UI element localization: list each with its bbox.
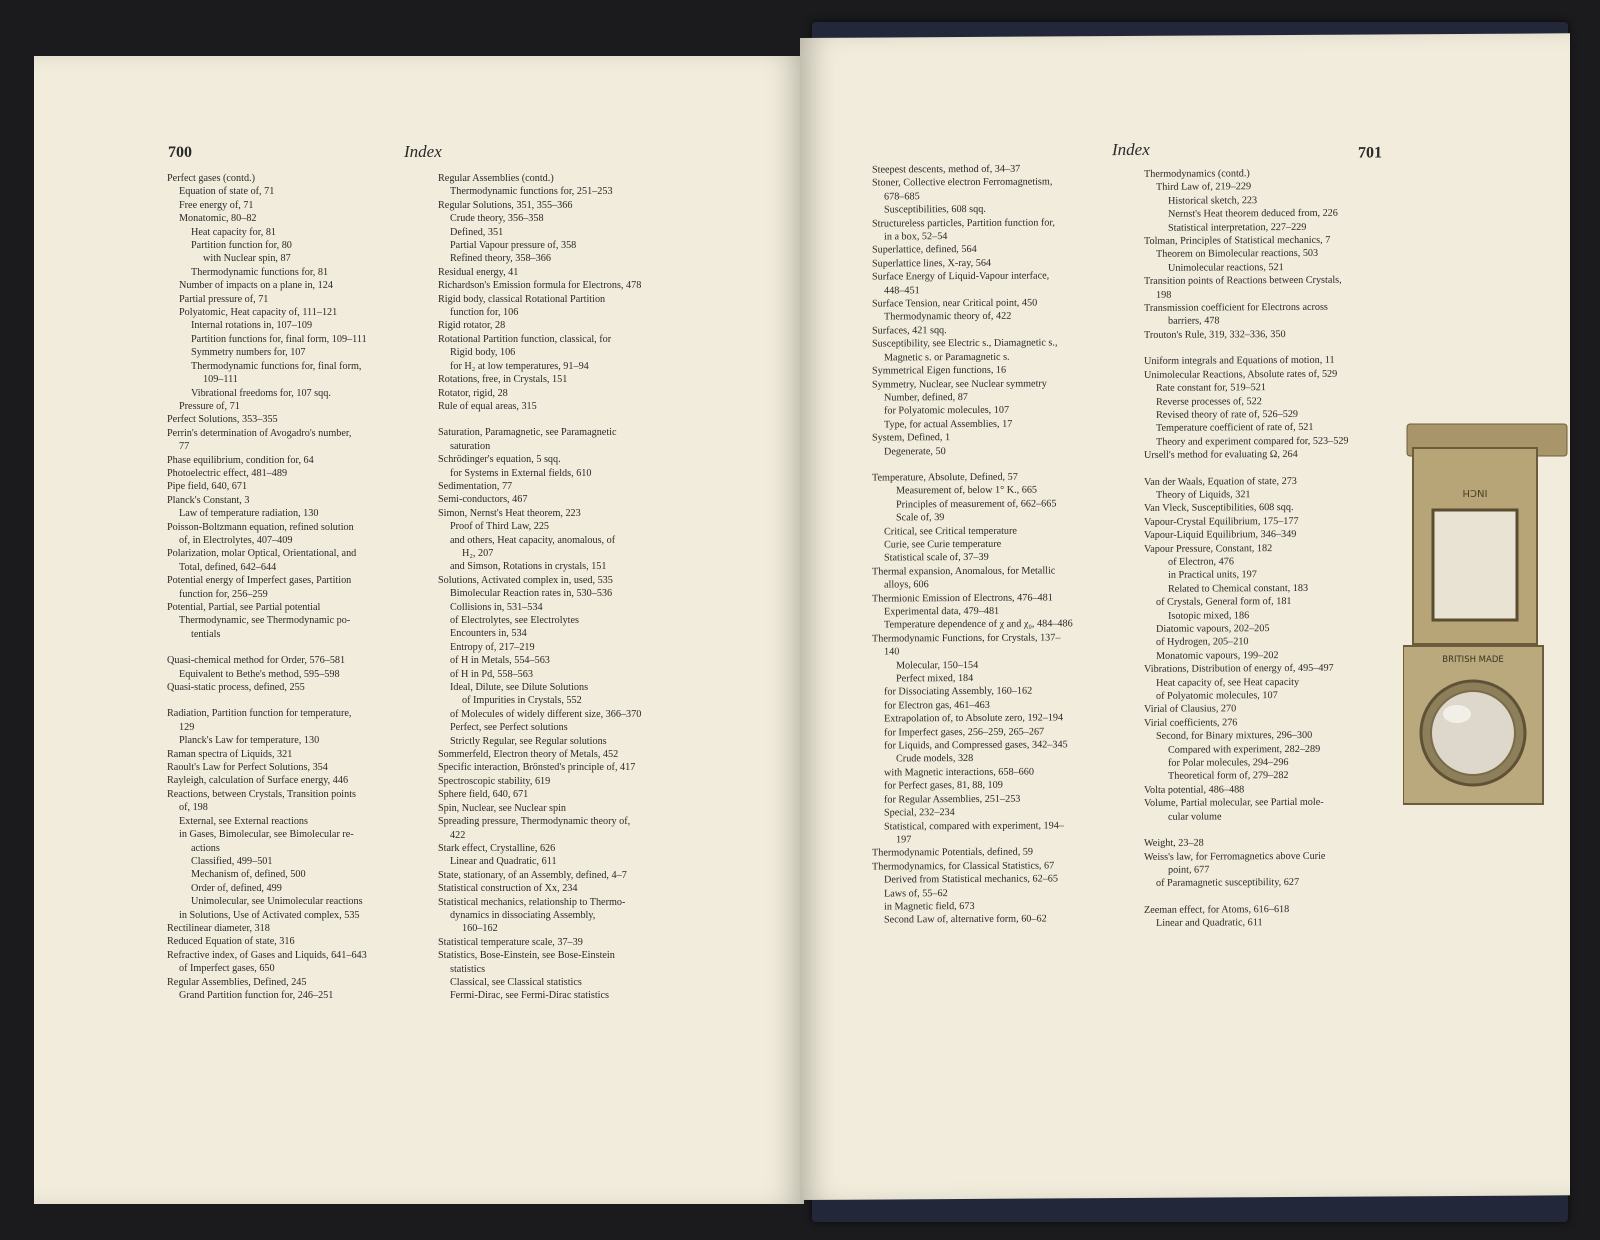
index-entry: Richardson's Emission formula for Electrons, 478 [438,280,642,292]
index-entry: Planck's Law for temperature, 130 [179,735,320,747]
index-entry: Equivalent to Bethe's method, 595–598 [179,668,340,680]
index-entry: Principles of measurement of, 662–665 [896,498,1057,511]
index-entry: Vapour Pressure, Constant, 182 [1144,542,1273,555]
index-entry: Statistical scale of, 37–39 [884,552,989,564]
index-entry: Sphere field, 640, 671 [438,789,529,801]
index-entry: Thermodynamic Potentials, defined, 59 [872,846,1033,859]
index-entry: Rigid body, classical Rotational Partition [438,293,606,305]
index-entry: Collisions in, 531–534 [450,601,543,613]
index-entry: Temperature, Absolute, Defined, 57 [872,471,1018,484]
index-entry: Statistical temperature scale, 37–39 [438,936,583,948]
index-entry: 140 [884,646,900,658]
index-entry: 678–685 [884,191,920,203]
index-entry: Proof of Third Law, 225 [450,521,550,533]
index-entry: point, 677 [1168,864,1210,876]
index-entry: 77 [179,441,190,453]
index-entry: Specific interaction, Brönsted's principle of, 417 [438,762,636,774]
index-entry: Van der Waals, Equation of state, 273 [1144,475,1297,488]
index-entry: in Practical units, 197 [1168,569,1257,582]
index-entry: Strictly Regular, see Regular solutions [450,735,607,747]
index-entry: H₂, 207 [462,547,494,559]
entry-gap [167,694,367,707]
index-entry: Spreading pressure, Thermodynamic theory of, [438,816,631,828]
index-entry: Symmetry, Nuclear, see Nuclear symmetry [872,377,1047,391]
index-entry: Statistical mechanics, relationship to Thermo- [438,896,626,908]
index-entry: Derived from Statistical mechanics, 62–65 [884,873,1058,886]
index-entry: Perfect mixed, 184 [896,672,974,685]
index-entry: Perfect Solutions, 353–355 [167,414,278,426]
index-entry: Surfaces, 421 sqq. [872,324,947,337]
index-entry: of Imperfect gases, 650 [179,963,275,975]
index-entry: Number, defined, 87 [884,391,968,404]
index-entry: 160–162 [462,923,498,935]
page-header: Index [1112,139,1150,160]
index-entry: Thermodynamic functions for, 251–253 [450,186,613,198]
index-entry: Symmetrical Eigen functions, 16 [872,364,1007,377]
index-entry: for Regular Assemblies, 251–253 [884,793,1021,806]
index-entry: Weight, 23–28 [1144,837,1204,849]
index-entry: for Perfect gases, 81, 88, 109 [884,780,1003,792]
index-entry: statistics [450,963,486,975]
index-entry: of Crystals, General form of, 181 [1156,596,1292,609]
index-entry: Rotations, free, in Crystals, 151 [438,374,568,386]
index-entry: Theoretical form of, 279–282 [1168,770,1289,783]
index-entry: tentials [191,628,221,640]
index-entry: Partition function for, 80 [191,240,292,252]
index-entry: Vapour-Crystal Equilibrium, 175–177 [1144,515,1299,528]
index-entry: Planck's Constant, 3 [167,494,250,506]
index-entry: and others, Heat capacity, anomalous, of [450,534,616,546]
index-entry: for Imperfect gases, 256–259, 265–267 [884,726,1045,739]
index-entry: Total, defined, 642–644 [179,561,277,573]
index-entry: Phase equilibrium, condition for, 64 [167,454,314,466]
index-entry: Extrapolation of, to Absolute zero, 192–194 [884,712,1064,725]
index-entry: Curie, see Curie temperature [884,538,1002,551]
index-entry: Solutions, Activated complex in, used, 535 [438,574,613,586]
index-entry: Partial Vapour pressure of, 358 [450,240,577,252]
index-entry: Surface Tension, near Critical point, 450 [872,297,1038,310]
index-entry: Compared with experiment, 282–289 [1168,743,1321,756]
index-entry: Ideal, Dilute, see Dilute Solutions [450,682,589,694]
index-entry: Law of temperature radiation, 130 [179,508,319,520]
entry-gap [1144,823,1349,837]
index-entry: Pipe field, 640, 671 [167,481,248,493]
index-entry: for Polar molecules, 294–296 [1168,757,1289,769]
index-entry: alloys, 606 [884,579,929,591]
index-entry: Stark effect, Crystalline, 626 [438,842,556,854]
index-entry: for Liquids, and Compressed gases, 342–345 [884,739,1068,752]
index-entry: Thermodynamic theory of, 422 [884,311,1012,323]
index-entry: Spectroscopic stability, 619 [438,775,551,787]
page-number: 701 [1358,144,1382,162]
index-entry: Equation of state of, 71 [179,186,275,198]
index-column [167,172,367,1002]
index-entry: Temperature coefficient of rate of, 521 [1156,422,1314,435]
index-column [438,172,641,1003]
index-entry: Thermodynamic functions for, final form, [191,360,362,372]
index-entry: Mechanism of, defined, 500 [191,869,306,881]
index-entry: of H in Metals, 554–563 [450,655,550,667]
index-entry: Encounters in, 534 [450,628,527,640]
index-entry: Rotational Partition function, classical, for [438,333,612,345]
index-entry: Transition points of Reactions between Crystals, [1144,274,1342,288]
index-entry: Entropy of, 217–219 [450,641,535,653]
index-entry: Van Vleck, Susceptibilities, 608 sqq. [1144,502,1294,515]
index-entry: Scale of, 39 [896,512,945,524]
index-entry: 129 [179,721,195,733]
index-entry: for Dissociating Assembly, 160–162 [884,686,1033,698]
index-entry: Theory of Liquids, 321 [1156,489,1251,501]
index-entry: Magnetic s. or Paramagnetic s. [884,351,1010,364]
index-entry: Crude models, 328 [896,753,974,765]
index-entry: Poisson-Boltzmann equation, refined solution [167,521,354,533]
index-entry: Residual energy, 41 [438,266,519,278]
index-entry: of, 198 [179,802,208,814]
index-entry: Statistical interpretation, 227–229 [1168,221,1307,234]
index-entry: Defined, 351 [450,226,504,238]
index-entry: Perfect, see Perfect solutions [450,722,568,734]
index-entry: Rule of equal areas, 315 [438,400,537,412]
index-entry: of Impurities in Crystals, 552 [462,695,582,707]
index-entry: Statistical, compared with experiment, 194– [884,819,1064,832]
index-entry: Second, for Binary mixtures, 296–300 [1156,730,1313,743]
index-entry: Structureless particles, Partition function for, [872,217,1055,230]
index-entry: Trouton's Rule, 319, 332–336, 350 [1144,328,1286,341]
index-entry: Transmission coefficient for Electrons across [1144,301,1328,314]
index-entry: Linear and Quadratic, 611 [1156,917,1263,929]
index-entry: of Paramagnetic susceptibility, 627 [1156,877,1300,890]
index-entry: in Magnetic field, 673 [884,900,975,913]
index-entry: Second Law of, alternative form, 60–62 [884,913,1047,926]
index-entry: Virial of Clausius, 270 [1144,703,1237,716]
left-page [34,56,804,1204]
index-entry: Theory and experiment compared for, 523–529 [1156,435,1349,448]
index-entry: Potential energy of Imperfect gases, Partition [167,575,352,587]
index-entry: in a box, 52–54 [884,231,948,243]
index-entry: Thermodynamics (contd.) [1144,168,1250,180]
entry-gap [167,641,367,654]
index-entry: 109–111 [203,374,238,386]
entry-gap [1144,341,1349,355]
index-entry: Symmetry numbers for, 107 [191,347,306,359]
index-entry: Fermi-Dirac, see Fermi-Dirac statistics [450,990,609,1002]
page-header: Index [404,142,442,161]
index-entry: Special, 232–234 [884,807,955,819]
index-entry: and Simson, Rotations in crystals, 151 [450,561,607,573]
index-entry: Monatomic, 80–82 [179,213,257,225]
index-entry: Photoelectric effect, 481–489 [167,467,288,479]
index-entry: Unimolecular Reactions, Absolute rates of, 529 [1144,368,1338,381]
index-entry: Degenerate, 50 [884,445,946,458]
index-entry: Heat capacity for, 81 [191,226,277,238]
index-entry: Semi-conductors, 467 [438,494,528,506]
index-entry: Internal rotations in, 107–109 [191,320,313,332]
index-entry: Heat capacity of, see Heat capacity [1156,676,1300,689]
index-entry: Ursell's method for evaluating Ω, 264 [1144,449,1298,462]
index-entry: Reduced Equation of state, 316 [167,936,295,948]
index-entry: of, in Electrolytes, 407–409 [179,534,293,546]
index-entry: Volume, Partial molecular, see Partial mole- [1144,797,1324,810]
index-entry: Regular Assemblies (contd.) [438,173,554,184]
index-entry: Statistics, Bose-Einstein, see Bose-Einstein [438,950,615,962]
index-entry: Superlattice lines, X-ray, 564 [872,257,992,270]
index-column [1144,167,1349,931]
folding-magnifier [1403,418,1571,810]
index-entry: Susceptibilities, 608 sqq. [884,204,986,216]
index-entry: Radiation, Partition function for temperature, [167,708,352,720]
index-entry: Rigid body, 106 [450,347,516,359]
index-entry: Susceptibility, see Electric s., Diamagnetic s., [872,337,1058,350]
index-entry: Monatomic vapours, 199–202 [1156,649,1279,662]
index-entry: Raoult's Law for Perfect Solutions, 354 [167,762,328,774]
index-entry: Type, for actual Assemblies, 17 [884,418,1013,431]
index-entry: Vibrational freedoms for, 107 sqq. [191,387,331,399]
entry-gap [1144,461,1349,475]
index-entry: Regular Assemblies, Defined, 245 [167,976,307,988]
index-entry: Historical sketch, 223 [1168,195,1258,207]
index-entry: Number of impacts on a plane in, 124 [179,280,333,292]
index-entry: External, see External reactions [179,815,308,827]
index-entry: for H₂ at low temperatures, 91–94 [450,360,589,372]
index-entry: Zeeman effect, for Atoms, 616–618 [1144,903,1290,916]
index-entry: Revised theory of rate of, 526–529 [1156,408,1299,421]
index-entry: of Polyatomic molecules, 107 [1156,690,1278,702]
index-entry: State, stationary, of an Assembly, defined, 4–7 [438,869,627,881]
index-entry: Raman spectra of Liquids, 321 [167,748,293,760]
index-entry: Superlattice, defined, 564 [872,244,977,256]
index-entry: Rate constant for, 519–521 [1156,382,1266,394]
index-entry: Linear and Quadratic, 611 [450,856,557,868]
index-entry: Vapour-Liquid Equilibrium, 346–349 [1144,529,1297,542]
index-entry: with Magnetic interactions, 658–660 [884,766,1034,779]
loupe-engraving: BRITISH MADE [1442,655,1504,665]
index-entry: for Electron gas, 461–463 [884,699,990,712]
index-entry: Thermodynamics, for Classical Statistics, 67 [872,860,1055,873]
index-entry: Steepest descents, method of, 34–37 [872,163,1021,176]
index-entry: Thermodynamic Functions, for Crystals, 137– [872,632,1061,645]
index-entry: Simon, Nernst's Heat theorem, 223 [438,507,581,519]
index-entry: barriers, 478 [1168,315,1220,328]
index-entry: 422 [450,829,466,841]
index-entry: with Nuclear spin, 87 [203,253,291,265]
index-entry: Third Law of, 219–229 [1156,181,1252,194]
index-entry: Bimolecular Reaction rates in, 530–536 [450,588,613,600]
index-entry: Classical, see Classical statistics [450,976,582,988]
index-entry: Sedimentation, 77 [438,480,513,492]
index-entry: Weiss's law, for Ferromagnetics above Curie [1144,850,1326,863]
index-entry: Rigid rotator, 28 [438,320,506,332]
index-entry: Statistical construction of Xx, 234 [438,883,578,895]
index-entry: in Solutions, Use of Activated complex, 535 [179,909,360,921]
index-entry: Isotopic mixed, 186 [1168,609,1250,622]
index-entry: function for, 256–259 [179,588,268,600]
index-entry: Thermionic Emission of Electrons, 476–481 [872,592,1053,605]
index-entry: of Electron, 476 [1168,556,1234,568]
index-entry: Saturation, Paramagnetic, see Paramagnetic [438,427,617,439]
index-entry: Pressure of, 71 [179,400,240,412]
index-entry: Vibrations, Distribution of energy of, 495–497 [1144,662,1334,676]
index-entry: 198 [1156,289,1172,301]
index-entry: System, Defined, 1 [872,432,951,444]
index-entry: in Gases, Bimolecular, see Bimolecular re- [179,829,354,841]
index-entry: actions [191,842,220,854]
index-entry: Free energy of, 71 [179,199,254,211]
index-entry: Tolman, Principles of Statistical mechanics, 7 [1144,234,1331,247]
index-entry: Refractive index, of Gases and Liquids, 641–643 [167,949,367,961]
index-entry: Reverse processes of, 522 [1156,395,1262,408]
index-entry: Polarization, molar Optical, Orientational, and [167,548,357,560]
index-entry: Theorem on Bimolecular reactions, 503 [1156,248,1319,261]
index-entry: Molecular, 150–154 [896,659,979,672]
index-entry: Quasi-chemical method for Order, 576–581 [167,655,346,667]
index-entry: of Hydrogen, 205–210 [1156,636,1249,649]
index-entry: Polyatomic, Heat capacity of, 111–121 [179,307,338,319]
index-entry: Laws of, 55–62 [884,887,948,900]
index-entry: Perrin's determination of Avogadro's number, [167,427,352,439]
index-entry: Thermodynamic functions for, 81 [191,266,329,278]
entry-gap [438,413,641,426]
index-entry: Spin, Nuclear, see Nuclear spin [438,802,567,814]
index-entry: Thermal expansion, Anomalous, for Metallic [872,565,1056,578]
index-entry: Thermodynamic, see Thermodynamic po- [179,615,351,627]
index-entry: Experimental data, 479–481 [884,605,1000,618]
index-entry: Classified, 499–501 [191,855,273,867]
index-entry: Unimolecular, see Unimolecular reactions [191,896,363,908]
index-entry: Reactions, between Crystals, Transition points [167,788,357,800]
index-entry: Surface Energy of Liquid-Vapour interface, [872,270,1050,283]
index-entry: Potential, Partial, see Partial potential [167,602,321,613]
index-entry: Schrödinger's equation, 5 sqq. [438,454,561,466]
index-entry: cular volume [1168,811,1222,823]
entry-gap [1144,889,1349,903]
index-entry: function for, 106 [450,307,519,319]
page-number: 700 [168,144,192,161]
index-entry: of Electrolytes, see Electrolytes [450,615,579,626]
index-entry: Sommerfeld, Electron theory of Metals, 452 [438,749,619,761]
index-entry: Partial pressure of, 71 [179,293,269,305]
index-entry: Volta potential, 486–488 [1144,784,1245,796]
index-entry: Perfect gases (contd.) [167,173,255,184]
index-entry: for Polyatomic molecules, 107 [884,405,1010,417]
index-entry: of H in Pd, 558–563 [450,668,533,680]
index-entry: 197 [896,834,912,846]
index-entry: Virial coefficients, 276 [1144,717,1238,729]
index-entry: 448–451 [884,284,920,297]
index-entry: Regular Solutions, 351, 355–366 [438,199,573,211]
index-entry: Nernst's Heat theorem deduced from, 226 [1168,207,1338,220]
index-entry: dynamics in dissociating Assembly, [450,909,596,921]
index-entry: Rotator, rigid, 28 [438,387,508,399]
index-entry: Stoner, Collective electron Ferromagnetism, [872,176,1053,189]
index-entry: Measurement of, below 1° K., 665 [896,484,1038,497]
index-entry: Rectilinear diameter, 318 [167,922,270,934]
index-entry: Grand Partition function for, 246–251 [179,989,334,1001]
index-entry: Diatomic vapours, 202–205 [1156,623,1270,635]
index-entry: Refined theory, 358–366 [450,253,551,265]
index-entry: for Systems in External fields, 610 [450,467,592,479]
index-entry: Critical, see Critical temperature [884,525,1017,538]
index-entry: of Molecules of widely different size, 366–370 [450,708,642,720]
index-entry: Order of, defined, 499 [191,882,282,894]
entry-gap [872,457,1073,471]
index-entry: Unimolecular reactions, 521 [1168,261,1284,274]
index-entry: Crude theory, 356–358 [450,213,544,225]
index-entry: Rayleigh, calculation of Surface energy, 446 [167,775,349,787]
index-entry: Uniform integrals and Equations of motion, 11 [1144,355,1335,368]
index-entry: Quasi-static process, defined, 255 [167,682,305,694]
index-entry: Partition functions for, final form, 109–111 [191,333,367,345]
index-entry: saturation [450,440,491,452]
index-entry: Temperature dependence of χ and χ₀, 484–486 [884,618,1073,631]
loupe-top-mark: INCH [1462,487,1488,498]
index-column [872,162,1073,927]
index-entry: Related to Chemical constant, 183 [1168,582,1309,595]
